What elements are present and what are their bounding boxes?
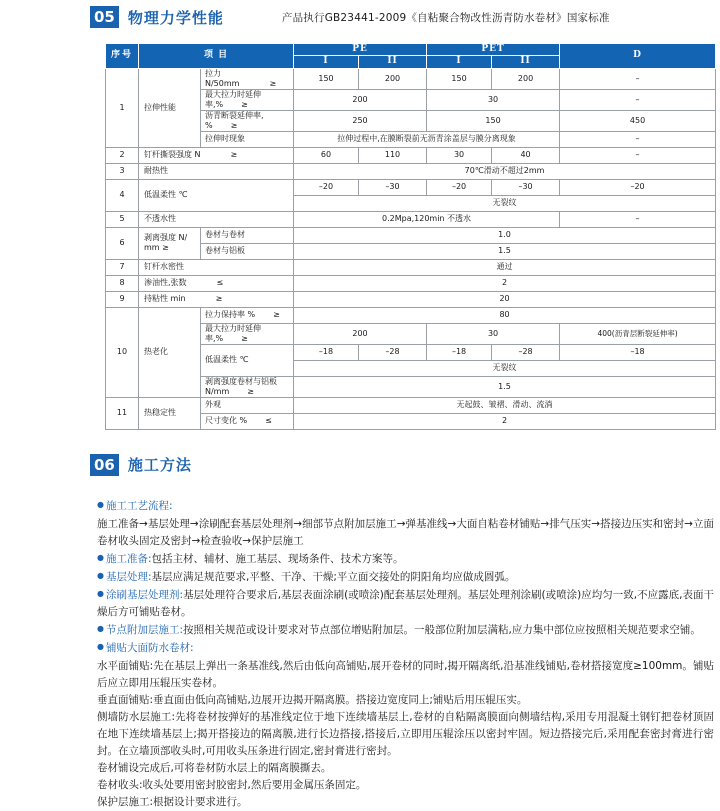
paragraph: 侧墙防水层施工:先将卷材按弹好的基准线定位于地下连续墙基层上,卷材的自粘隔离膜面向侧墙结构,采用专用混凝土钢钉把卷材顶固在地下连续墙基层上;揭开搭接边的隔离膜,进行长边搭接,搭接后,立即用压辊涂压以密封牢固。短边搭接完后,采用配套密封膏进行密封。在立墙顶部收头时,可用收头压条进行固定,密封膏进行密封。 <box>97 710 714 757</box>
row-sub-label <box>201 376 294 397</box>
section-header-physical <box>0 0 720 34</box>
bullet-icon: ● <box>97 642 104 652</box>
section-title-construction: 施工方法 <box>127 456 192 474</box>
row-no: 4 <box>106 179 139 211</box>
cell-full-span: 无裂纹 <box>294 360 716 376</box>
header-pe-grade-2: II <box>359 56 427 68</box>
row-sub-label: 拉伸时现象 <box>201 131 294 147</box>
section-number-badge-05: 05 <box>90 6 119 28</box>
table-row <box>106 259 716 275</box>
row-sub-label: 外观 <box>201 397 294 413</box>
list-item <box>97 551 714 568</box>
row-no: 3 <box>106 163 139 179</box>
row-sub-label: 卷材与卷材 <box>201 227 294 243</box>
cell-pet-span: 30 <box>427 323 560 344</box>
table-body <box>106 68 716 429</box>
list-item <box>97 569 714 586</box>
row-group-label <box>139 147 294 163</box>
cell-pe2: –28 <box>359 344 427 360</box>
table-header <box>106 44 716 69</box>
cell-pet2: 40 <box>492 147 560 163</box>
physical-properties-table <box>105 43 716 430</box>
header-pe-grade-1: I <box>294 56 359 68</box>
sub-label-text: 尺寸变化 % <box>205 416 248 425</box>
cell-full-span: 通过 <box>294 259 716 275</box>
sub-label-text: 剥离强度卷材与铝板 N/mm <box>205 376 277 396</box>
table-row <box>106 163 716 179</box>
header-pet: PET <box>427 44 560 56</box>
sub-label-text: 拉力 N/50mm <box>205 68 240 88</box>
cell-d: – <box>560 68 716 89</box>
item-lead: 施工工艺流程: <box>105 499 173 512</box>
cell-full-span: 20 <box>294 291 716 307</box>
table-row <box>106 291 716 307</box>
row-no: 10 <box>106 307 139 397</box>
bullet-icon: ● <box>97 571 104 581</box>
row-no: 9 <box>106 291 139 307</box>
paragraph: 保护层施工:根据设计要求进行。 <box>97 795 248 808</box>
cell-pet1: –18 <box>427 344 492 360</box>
row-sub-label <box>201 307 294 323</box>
cell-d: – <box>560 147 716 163</box>
cell-pe-span: 200 <box>294 323 427 344</box>
table-row <box>106 68 716 89</box>
cell-pet-span: 150 <box>427 110 560 131</box>
header-d: D <box>560 44 716 69</box>
cell-all-span: 拉伸过程中,在膜断裂前无沥青涂盖层与膜分离现象 <box>294 131 560 147</box>
header-pet-grade-1: I <box>427 56 492 68</box>
bullet-icon: ● <box>97 553 104 563</box>
bullet-icon: ● <box>97 589 104 599</box>
row-no: 5 <box>106 211 139 227</box>
table-row <box>106 227 716 243</box>
item-text: 按照相关规范或设计要求对节点部位增贴附加层。一般部位附加层满粘,应力集中部位应按照相关规范要求空铺。 <box>183 623 701 636</box>
row-group-label: 耐热性 <box>139 163 294 179</box>
table-row <box>106 147 716 163</box>
cell-pe1: 150 <box>294 68 359 89</box>
sub-label-text: 拉力保持率 % <box>205 310 256 319</box>
comparator: ≥ <box>273 310 280 319</box>
sub-label-text: 最大拉力时延伸率,% <box>205 89 261 109</box>
comparator: ≥ <box>215 294 223 303</box>
item-text: 包括主材、辅材、施工基层、现场条件、技术方案等。 <box>151 552 404 565</box>
cell-d: – <box>560 89 716 110</box>
comparator: ≥ <box>241 333 248 343</box>
row-group-label: 剥离强度 N/ mm ≥ <box>139 227 201 259</box>
group-label-text: 渗油性,张数 <box>144 278 187 287</box>
row-sub-label <box>201 68 294 89</box>
section-number-badge-06: 06 <box>90 454 119 476</box>
spec-table-wrapper <box>105 43 715 430</box>
table-row <box>106 179 716 195</box>
row-sub-label: 低温柔性 ℃ <box>201 344 294 376</box>
list-item <box>97 498 714 515</box>
cell-pe1: –20 <box>294 179 359 195</box>
cell-pe1: –18 <box>294 344 359 360</box>
cell-d: –18 <box>560 344 716 360</box>
comparator: ≥ <box>230 150 238 159</box>
table-row <box>106 307 716 323</box>
cell-pet1: –20 <box>427 179 492 195</box>
paragraph: 垂直面铺贴:垂直面由低向高铺贴,边展开边揭开隔离膜。搭接边宽度同上;铺贴后用压辊压实。 <box>97 693 528 706</box>
cell-pet1: 30 <box>427 147 492 163</box>
list-item <box>97 622 714 639</box>
sub-label-text: 沥青断裂延伸率, % <box>205 110 264 130</box>
cell-pet2: –28 <box>492 344 560 360</box>
cell-d: 400(沥青层断裂延伸率) <box>560 323 716 344</box>
section-title-physical: 物理力学性能 <box>127 8 224 27</box>
row-no: 11 <box>106 397 139 429</box>
item-lead: 基层处理: <box>105 570 152 583</box>
cell-full-span: 1.5 <box>294 243 716 259</box>
list-item <box>97 587 714 621</box>
comparator: ≥ <box>247 386 254 396</box>
cell-pet-span: 30 <box>427 89 560 110</box>
header-pet-grade-2: II <box>492 56 560 68</box>
group-label-text: 持粘性 min <box>144 294 186 303</box>
row-sub-label <box>201 110 294 131</box>
paragraph: 水平面铺贴:先在基层上弹出一条基准线,然后由低向高铺贴,展开卷材的同时,揭开隔离纸,沿基准线铺贴,卷材搭接宽度≥100mm。铺贴后应立即用压辊压实卷材。 <box>97 659 714 689</box>
section-header-construction <box>0 448 720 482</box>
bullet-icon: ● <box>97 500 104 510</box>
paragraph: 卷材收头:收头处要用密封胶密封,然后要用金属压条固定。 <box>97 778 367 791</box>
cell-full-span: 1.5 <box>294 376 716 397</box>
row-sub-label: 卷材与铝板 <box>201 243 294 259</box>
row-group-label: 低温柔性 ℃ <box>139 179 294 211</box>
cell-full-span: 无裂纹 <box>294 195 716 211</box>
cell-full-span: 70℃滑动不超过2mm <box>294 163 716 179</box>
cell-wide-span: 0.2Mpa,120min 不透水 <box>294 211 560 227</box>
cell-d: – <box>560 211 716 227</box>
row-sub-label <box>201 323 294 344</box>
item-lead: 涂刷基层处理剂: <box>106 588 184 601</box>
item-lead: 节点附加层施工: <box>105 623 184 636</box>
cell-pe2: 200 <box>359 68 427 89</box>
sub-label-text: 最大拉力时延伸率,% <box>205 323 261 343</box>
row-no: 8 <box>106 275 139 291</box>
cell-full-span: 2 <box>294 413 716 429</box>
comparator: ≥ <box>230 120 238 130</box>
cell-d: –20 <box>560 179 716 195</box>
row-group-label <box>139 275 294 291</box>
comparator: ≤ <box>216 278 224 287</box>
row-no: 1 <box>106 68 139 147</box>
row-no: 7 <box>106 259 139 275</box>
cell-d: – <box>560 131 716 147</box>
header-item: 项 目 <box>139 44 294 69</box>
cell-pet2: 200 <box>492 68 560 89</box>
header-no: 序号 <box>106 44 139 69</box>
cell-pe-span: 250 <box>294 110 427 131</box>
list-item <box>97 640 714 657</box>
cell-pet2: –30 <box>492 179 560 195</box>
row-group-label <box>139 291 294 307</box>
header-pe: PE <box>294 44 427 56</box>
standard-note: 产品执行GB23441-2009《自粘聚合物改性沥青防水卷材》国家标准 <box>281 11 610 24</box>
table-row <box>106 275 716 291</box>
cell-pe2: 110 <box>359 147 427 163</box>
cell-pet1: 150 <box>427 68 492 89</box>
row-group-label: 不透水性 <box>139 211 294 227</box>
item-lead: 施工准备: <box>105 552 152 565</box>
construction-body <box>0 498 720 811</box>
table-row <box>106 397 716 413</box>
cell-pe-span: 200 <box>294 89 427 110</box>
cell-d: 450 <box>560 110 716 131</box>
item-text: 基层应满足规范要求,平整、干净、干燥;平立面交接处的阴阳角均应做成圆弧。 <box>151 570 516 583</box>
cell-full-span: 无起鼓、皱褶、滑动、流淌 <box>294 397 716 413</box>
item-lead: 铺贴大面防水卷材: <box>105 641 194 654</box>
table-row <box>106 211 716 227</box>
row-sub-label <box>201 89 294 110</box>
cell-pe2: –30 <box>359 179 427 195</box>
bullet-icon: ● <box>97 624 104 634</box>
row-sub-label <box>201 413 294 429</box>
row-no: 6 <box>106 227 139 259</box>
comparator: ≤ <box>265 416 272 425</box>
table-header-row-1 <box>106 44 716 56</box>
cell-full-span: 2 <box>294 275 716 291</box>
row-group-label: 拉伸性能 <box>139 68 201 147</box>
cell-full-span: 80 <box>294 307 716 323</box>
comparator: ≥ <box>241 99 248 109</box>
list-item-text: 施工准备→基层处理→涂刷配套基层处理剂→细部节点附加层施工→弹基准线→大面自粘卷材铺贴→排气压实→搭接边压实和密封→立面卷材收头固定及密封→检查验收→保护层施工 <box>97 517 714 547</box>
row-group-label: 热稳定性 <box>139 397 201 429</box>
item-text: 基层处理符合要求后,基层表面涂刷(或喷涂)配套基层处理剂。基层处理剂涂刷(或喷涂)应均匀一致,不应露底,表面干燥后方可铺贴卷材。 <box>97 588 714 618</box>
group-label-text: 钉杆撕裂强度 N <box>144 150 201 159</box>
comparator: ≥ <box>269 78 277 88</box>
paragraph: 卷材铺设完成后,可将卷材防水层上的隔离膜撕去。 <box>97 761 332 774</box>
cell-pe1: 60 <box>294 147 359 163</box>
row-group-label: 钉杆水密性 <box>139 259 294 275</box>
cell-full-span: 1.0 <box>294 227 716 243</box>
row-group-label: 热老化 <box>139 307 201 397</box>
row-no: 2 <box>106 147 139 163</box>
